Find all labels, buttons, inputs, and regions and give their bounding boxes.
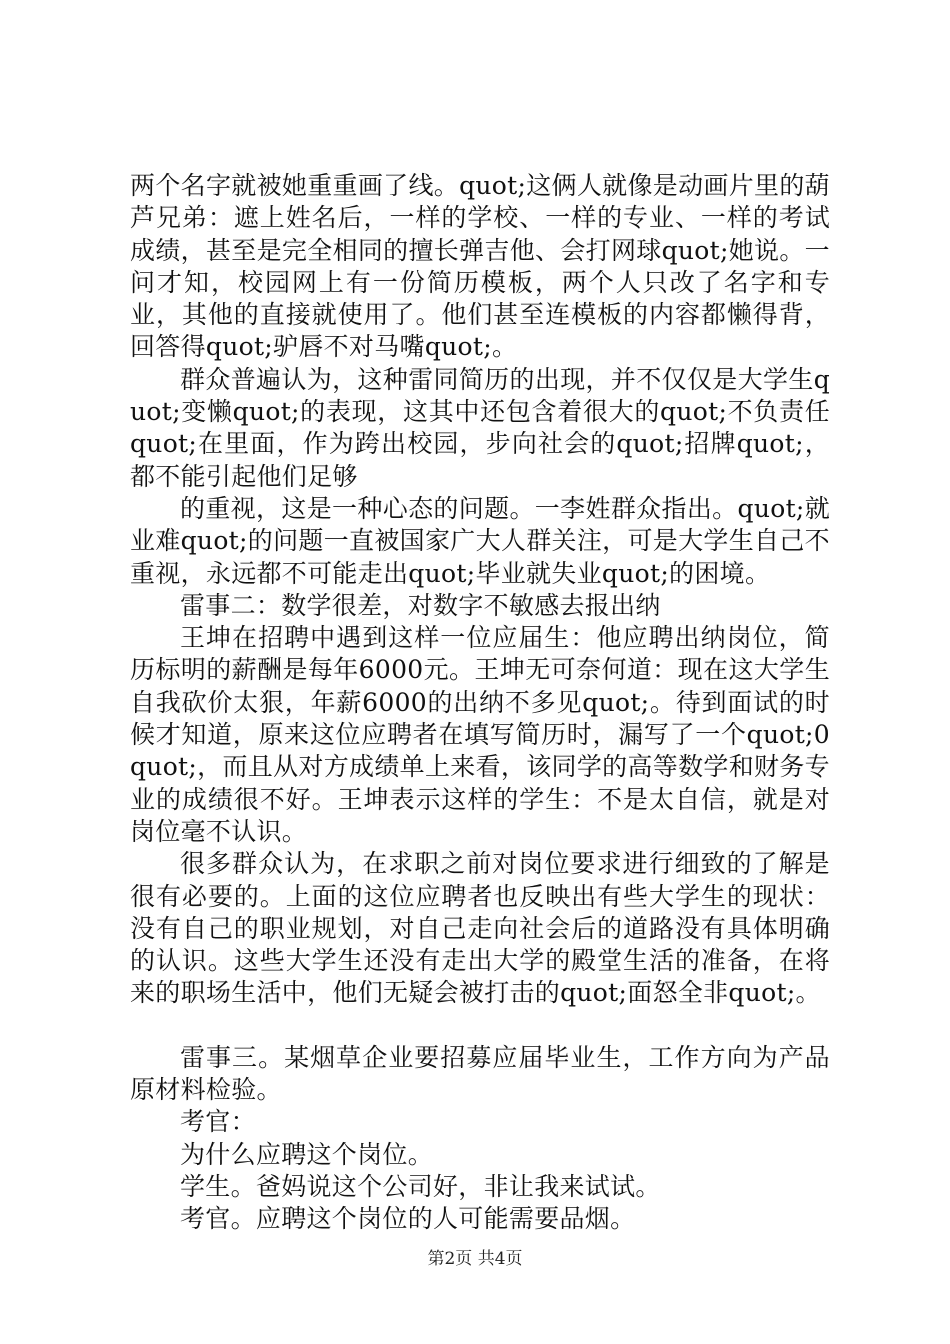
paragraph-4: 王坤在招聘中遇到这样一位应届生：他应聘出纳岗位，简历标明的薪酬是每年6000元。王坤无可奈何道：现在这大学生自我砍价太狠，年薪6000的出纳不多见quot;。待到面试的时候才知道，原来这位应聘者在填写简历时，漏写了一个quot;0quot;，而且从对方成绩单上来看，该同学的高等数学和财务专业的成绩很不好。王坤表示这样的学生：不是太自信，就是对岗位毫不认识。 (130, 623, 830, 846)
section-heading-3: 雷事三。某烟草企业要招募应届毕业生，工作方向为产品原材料检验。 (130, 1042, 830, 1105)
paragraph-3: 的重视，这是一种心态的问题。一李姓群众指出。quot;就业难quot;的问题一直被国家广大人群关注，可是大学生自己不重视，永远都不可能走出quot;毕业就失业quot;的困境。 (130, 493, 830, 588)
dialogue-line-4: 考官。应聘这个岗位的人可能需要品烟。 (180, 1204, 636, 1234)
dialogue-line-3: 学生。爸妈说这个公司好，非让我来试试。 (180, 1171, 661, 1201)
dialogue-line-2: 为什么应聘这个岗位。 (180, 1139, 434, 1169)
page-footer: 第2页 共4页 (427, 1249, 523, 1269)
section-heading-2: 雷事二：数学很差，对数字不敏感去报出纳 (180, 590, 661, 620)
document-body (130, 170, 830, 1236)
paragraph-2: 群众普遍认为，这种雷同简历的出现，并不仅仅是大学生quot;变懒quot;的表现，这其中还包含着很大的quot;不负责任quot;在里面，作为跨出校园，步向社会的quot;招牌quot;，都不能引起他们足够 (130, 364, 830, 491)
blank-line (130, 1010, 830, 1042)
paragraph-1: 两个名字就被她重重画了线。quot;这俩人就像是动画片里的葫芦兄弟：遮上姓名后，一样的学校、一样的专业、一样的考试成绩，甚至是完全相同的擅长弹吉他、会打网球quot;她说。一问才知，校园网上有一份简历模板，两个人只改了名字和专业，其他的直接就使用了。他们甚至连模板的内容都懒得背，回答得quot;驴唇不对马嘴quot;。 (130, 171, 830, 362)
paragraph-5: 很多群众认为，在求职之前对岗位要求进行细致的了解是很有必要的。上面的这位应聘者也反映出有些大学生的现状：没有自己的职业规划，对自己走向社会后的道路没有具体明确的认识。这些大学生还没有走出大学的殿堂生活的准备，在将来的职场生活中，他们无疑会被打击的quot;面怒全非quot;。 (130, 849, 830, 1008)
dialogue-line-1: 考官： (180, 1107, 256, 1137)
